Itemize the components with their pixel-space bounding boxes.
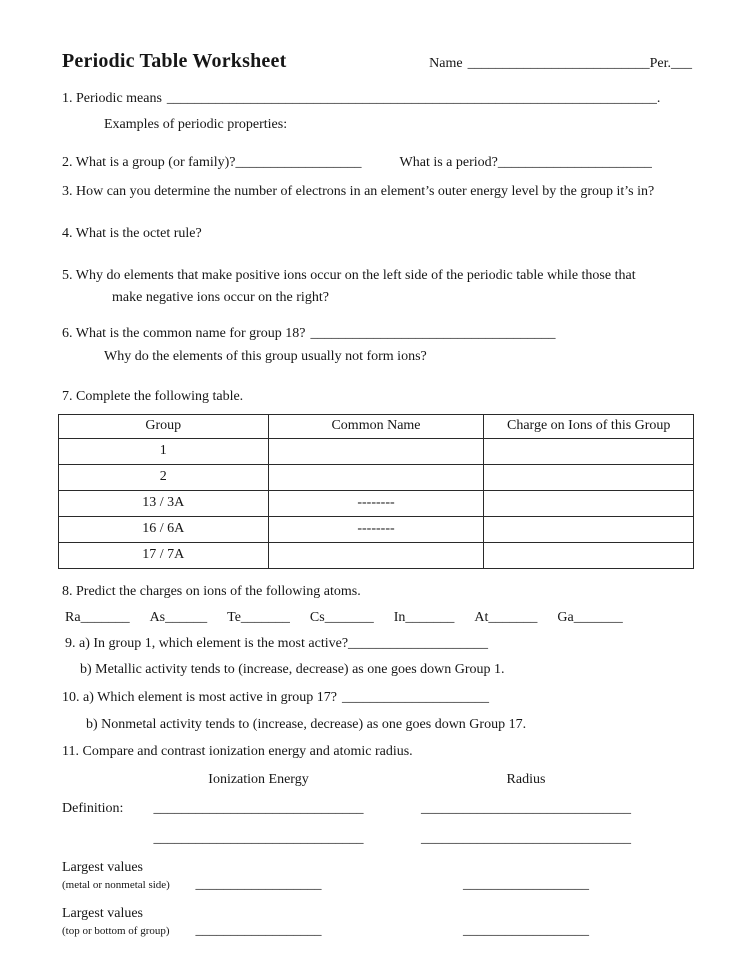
atom-symbol: As bbox=[149, 610, 166, 626]
grid-spacer bbox=[62, 771, 136, 789]
largest-group-blank-ionization: __________________ bbox=[195, 922, 322, 938]
per-label: Per. bbox=[649, 56, 671, 71]
col-header-charge: Charge on Ions of this Group bbox=[484, 414, 694, 438]
cell-group: 1 bbox=[59, 438, 269, 464]
atom-blank: ______ bbox=[165, 610, 208, 626]
atoms-row bbox=[62, 609, 692, 627]
cell-charge bbox=[484, 438, 694, 464]
definition-blank2-ionization: ______________________________ bbox=[153, 830, 364, 846]
cell-group: 13 / 3A bbox=[59, 490, 269, 516]
cell-charge bbox=[484, 464, 694, 490]
largest-values-side-label bbox=[62, 859, 170, 894]
atom-item bbox=[557, 609, 622, 627]
question-3: 3. How can you determine the number of electrons in an element’s outer energy level by the group it’s in? bbox=[62, 183, 655, 199]
definition-blank2-radius: ______________________________ bbox=[421, 830, 631, 846]
table-row bbox=[59, 464, 694, 490]
cell-group: 16 / 6A bbox=[59, 516, 269, 542]
groups-table bbox=[58, 414, 694, 569]
definition-blank-radius: ______________________________ bbox=[421, 801, 631, 817]
cell-charge bbox=[484, 490, 694, 516]
largest-side-blank-ionization: __________________ bbox=[195, 876, 322, 892]
ionization-energy-header: Ionization Energy bbox=[208, 772, 309, 788]
question-10b: b) Nonmetal activity tends to (increase, decrease) as one goes down Group 17. bbox=[86, 716, 527, 732]
atom-blank: _______ bbox=[488, 610, 538, 626]
q2b-text: What is a period? bbox=[399, 155, 498, 171]
table-row bbox=[59, 542, 694, 568]
grid-spacer bbox=[62, 830, 136, 848]
atom-item bbox=[394, 609, 455, 627]
per-blank: ___ bbox=[671, 56, 692, 71]
atom-blank: _______ bbox=[573, 610, 623, 626]
q1-text: 1. Periodic means bbox=[62, 91, 162, 106]
atom-symbol: Ra bbox=[65, 610, 81, 626]
q2a-blank: __________________ bbox=[235, 155, 362, 171]
top-bottom-sub-label: (top or bottom of group) bbox=[62, 925, 170, 938]
atom-item bbox=[310, 609, 374, 627]
cell-charge bbox=[484, 516, 694, 542]
q6-text: 6. What is the common name for group 18? bbox=[62, 326, 306, 342]
question-9a bbox=[62, 635, 692, 653]
q9a-text: 9. a) In group 1, which element is the most active? bbox=[65, 636, 349, 652]
cell-common-name bbox=[268, 464, 484, 490]
atom-symbol: Ga bbox=[557, 610, 574, 626]
question-4: 4. What is the octet rule? bbox=[62, 225, 202, 241]
cell-common-name bbox=[268, 438, 484, 464]
cell-group: 17 / 7A bbox=[59, 542, 269, 568]
q6-blank: ___________________________________ bbox=[310, 326, 556, 342]
worksheet-title: Periodic Table Worksheet bbox=[62, 50, 287, 72]
atom-item bbox=[150, 609, 208, 627]
atom-item bbox=[474, 609, 537, 627]
question-1 bbox=[62, 90, 692, 108]
atom-symbol: Te bbox=[227, 610, 241, 626]
question-8: 8. Predict the charges on ions of the following atoms. bbox=[62, 583, 361, 599]
atom-item bbox=[65, 609, 130, 627]
table-row bbox=[59, 438, 694, 464]
name-blank: __________________________ bbox=[467, 56, 650, 71]
comparison-grid bbox=[62, 771, 692, 940]
cell-common-name bbox=[268, 542, 484, 568]
question-10a bbox=[62, 689, 692, 707]
question-11: 11. Compare and contrast ionization energy and atomic radius. bbox=[62, 744, 413, 759]
atom-blank: _______ bbox=[240, 610, 290, 626]
q1-blank: ______________________________________________________________________ bbox=[166, 91, 657, 106]
col-header-common-name: Common Name bbox=[268, 414, 484, 438]
q10a-blank: _____________________ bbox=[342, 689, 490, 705]
table-row bbox=[59, 516, 694, 542]
cell-group: 2 bbox=[59, 464, 269, 490]
q10a-text: 10. a) Which element is most active in group 17? bbox=[62, 689, 338, 705]
atom-blank: _______ bbox=[324, 610, 374, 626]
header-row bbox=[62, 48, 692, 74]
atom-symbol: Cs bbox=[309, 610, 325, 626]
radius-header: Radius bbox=[506, 772, 546, 788]
atom-blank: _______ bbox=[405, 610, 455, 626]
name-label: Name bbox=[429, 56, 463, 71]
q2b-blank: ______________________ bbox=[497, 155, 652, 171]
question-6 bbox=[62, 325, 692, 365]
q2a-text: 2. What is a group (or family)? bbox=[62, 155, 236, 171]
largest-side-blank-radius: __________________ bbox=[463, 876, 589, 892]
atom-item bbox=[227, 609, 290, 627]
atom-symbol: In bbox=[393, 610, 406, 626]
question-2 bbox=[62, 154, 692, 172]
largest-group-blank-radius: __________________ bbox=[463, 922, 589, 938]
question-7: 7. Complete the following table. bbox=[62, 388, 244, 404]
q2b-group bbox=[400, 154, 652, 172]
q5-line2: make negative ions occur on the right? bbox=[112, 290, 329, 306]
name-per-area bbox=[429, 55, 692, 73]
question-9b: b) Metallic activity tends to (increase, decrease) as one goes down Group 1. bbox=[80, 662, 505, 678]
q9a-blank: ____________________ bbox=[348, 636, 489, 652]
q1-suffix: . bbox=[656, 91, 661, 106]
cell-common-name: -------- bbox=[268, 516, 484, 542]
col-header-group: Group bbox=[59, 414, 269, 438]
largest-values-label: Largest values bbox=[62, 905, 143, 921]
definition-blank-ionization: ______________________________ bbox=[153, 801, 364, 817]
cell-common-name: -------- bbox=[268, 490, 484, 516]
definition-label: Definition: bbox=[62, 801, 124, 817]
metal-nonmetal-sub-label: (metal or nonmetal side) bbox=[62, 879, 170, 892]
atom-symbol: At bbox=[474, 610, 489, 626]
q5-line1: 5. Why do elements that make positive ions occur on the left side of the periodic table while those that bbox=[62, 267, 636, 283]
table-row bbox=[59, 490, 694, 516]
table-header-row bbox=[59, 414, 694, 438]
atom-blank: _______ bbox=[80, 610, 130, 626]
q6-line2: Why do the elements of this group usually not form ions? bbox=[104, 348, 427, 364]
cell-charge bbox=[484, 542, 694, 568]
question-5 bbox=[62, 267, 692, 307]
q1-subprompt: Examples of periodic properties: bbox=[104, 117, 288, 133]
largest-values-label: Largest values bbox=[62, 859, 143, 875]
largest-values-group-label bbox=[62, 905, 170, 940]
